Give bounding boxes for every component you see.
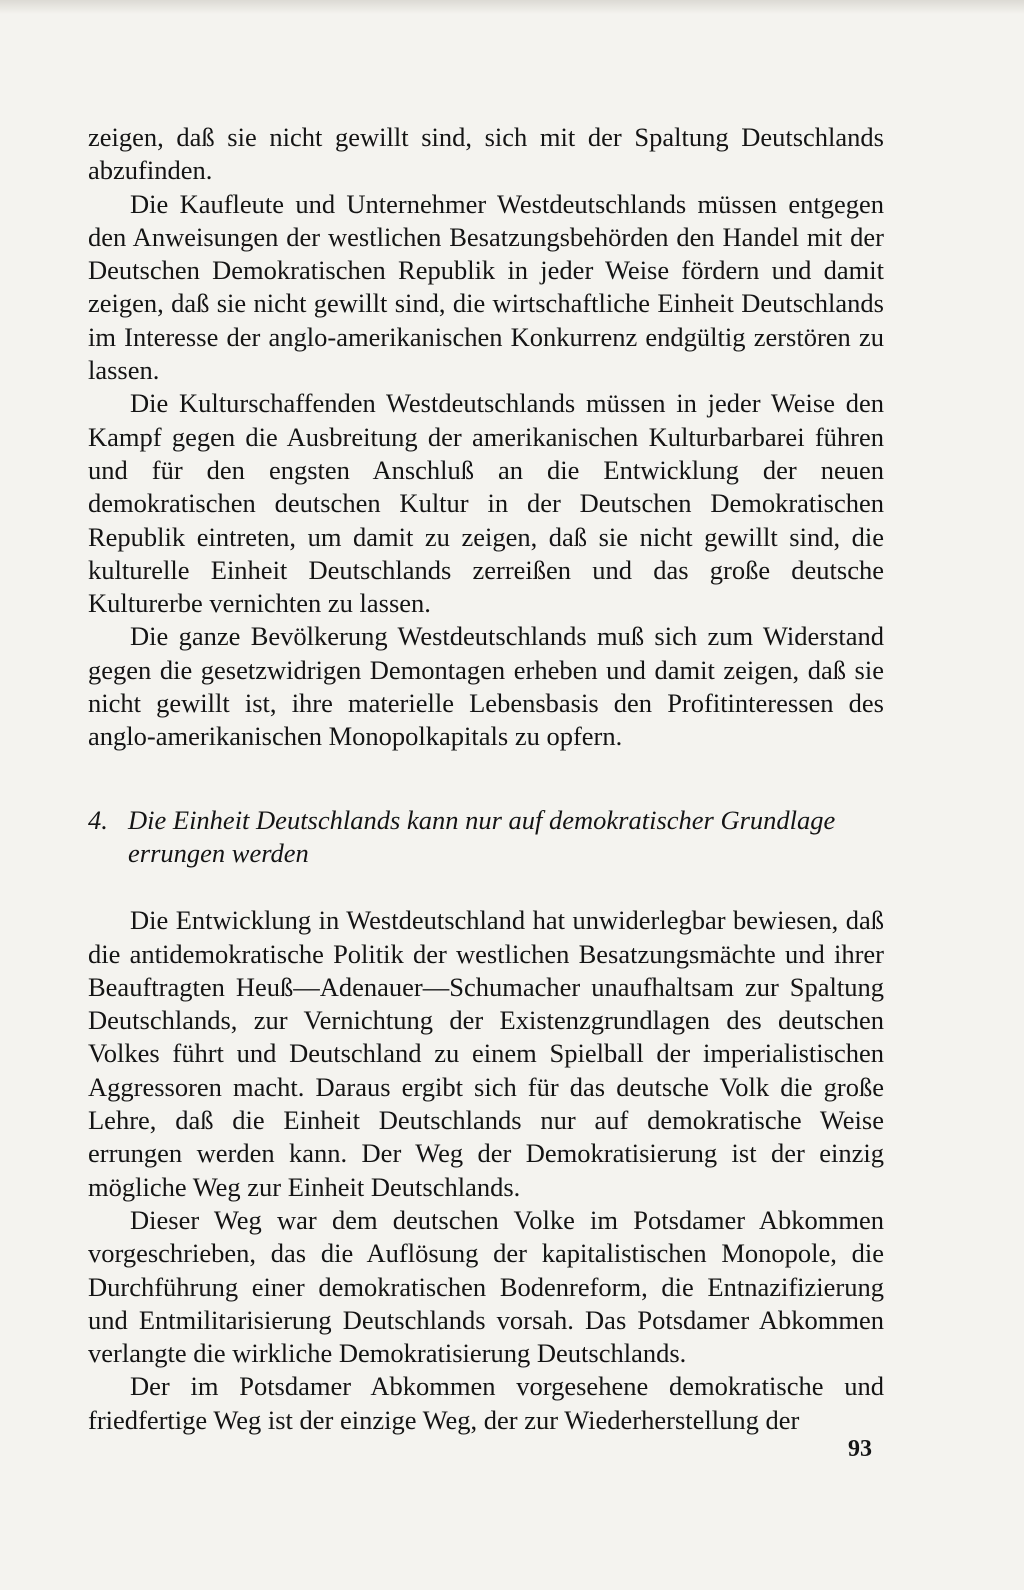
- section-title-text: Die Einheit Deutschlands kann nur auf demokratischer Grundlage errungen werden: [128, 804, 836, 868]
- paragraph: Die ganze Bevölkerung Westdeutschlands muß sich zum Widerstand gegen die gesetzwidrigen Demontagen erheben und damit zeigen, daß sie nicht gewillt ist, ihre materielle Lebensbasis den Profitinteressen des anglo-amerikanischen Monopolkapitals zu opfern.: [88, 621, 884, 752]
- paragraph: Die Kaufleute und Unternehmer Westdeutschlands müssen entgegen den Anweisungen der westlichen Besatzungsbehörden den Handel mit der Deutschen Demokratischen Republik in jeder Weise fördern und damit zeigen, daß sie nicht gewillt sind, die wirtschaftliche Einheit Deutschlands im Interesse der anglo-amerikanischen Konkurrenz endgültig zerstören zu lassen.: [88, 188, 884, 386]
- paragraph: Der im Potsdamer Abkommen vorgesehene demokratische und friedfertige Weg ist der einzige Weg, der zur Wiederherstellung der: [88, 1371, 884, 1435]
- section-number: 4.: [88, 804, 108, 835]
- page-top-edge: [0, 0, 1024, 14]
- body-text: [88, 121, 884, 1437]
- page-number: 93: [848, 1436, 872, 1462]
- paragraph: Die Entwicklung in Westdeutschland hat unwiderlegbar bewiesen, daß die antidemokratische Politik der westlichen Besatzungsmächte und ihrer Beauftragten Heuß—Adenauer—Schumacher unaufhaltsam zur Spaltung Deutschlands, zur Vernichtung der Existenzgrundlagen des deutschen Volkes führt und Deutschland zu einem Spielball der imperialistischen Aggressoren macht. Daraus ergibt sich für das deutsche Volk die große Lehre, daß die Einheit Deutschlands nur auf demokratische Weise errungen werden kann. Der Weg der Demokratisierung ist der einzig mögliche Weg zur Einheit Deutschlands.: [88, 905, 884, 1202]
- paragraph: zeigen, daß sie nicht gewillt sind, sich mit der Spaltung Deutschlands abzufinden.: [88, 122, 884, 186]
- paragraph: Die Kulturschaffenden Westdeutschlands müssen in jeder Weise den Kampf gegen die Ausbreitung der amerikanischen Kulturbarbarei führen und für den engsten Anschluß an die Entwicklung der neuen demokratischen deutschen Kultur in der Deutschen Demokratischen Republik eintreten, um damit zu zeigen, daß sie nicht gewillt sind, die kulturelle Einheit Deutschlands zerreißen und das große deutsche Kulturerbe vernichten zu lassen.: [88, 388, 884, 619]
- section-heading: [88, 804, 884, 871]
- paragraph: Dieser Weg war dem deutschen Volke im Potsdamer Abkommen vorgeschrieben, das die Auflösung der kapitalistischen Monopole, die Durchführung einer demokratischen Bodenreform, die Entnazifizierung und Entmilitarisierung Deutschlands vorsah. Das Potsdamer Abkommen verlangte die wirkliche Demokratisierung Deutschlands.: [88, 1204, 884, 1369]
